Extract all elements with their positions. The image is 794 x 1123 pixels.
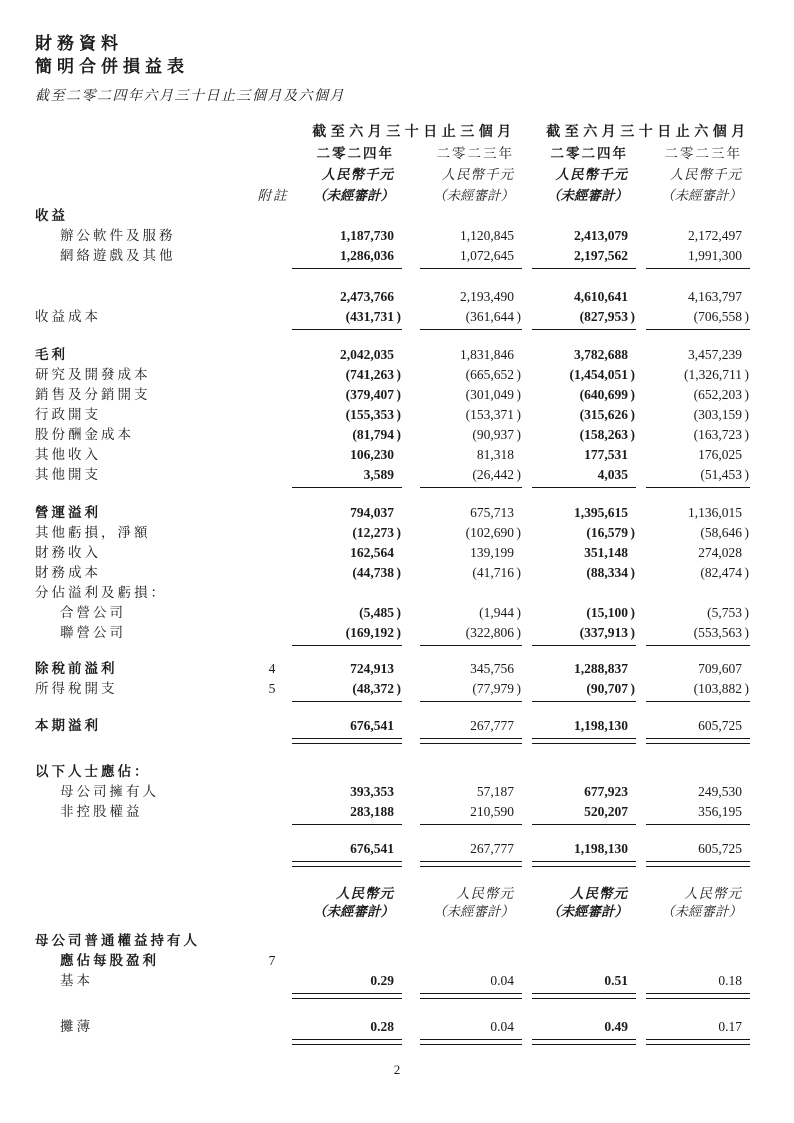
value-cell: (103,882 ) [646,679,750,699]
closing-paren: ) [744,467,749,482]
double-rule [646,738,750,744]
note-ref: 5 [268,681,278,696]
value-cell: 520,207 [584,804,628,819]
table-row [35,365,759,385]
single-rule [646,268,750,271]
value-cell: 1,136,015 [688,505,742,520]
double-rule [532,861,636,867]
row-label: 其他開支 [35,467,101,482]
closing-paren: ) [396,387,401,402]
double-rule [532,1039,636,1045]
closing-paren: ) [744,681,749,696]
value-cell: 0.29 [370,973,394,988]
value-cell: 0.51 [604,973,628,988]
closing-paren: ) [516,367,521,382]
double-rule [532,738,636,744]
closing-paren: ) [630,427,635,442]
value-cell: 393,353 [350,784,394,799]
row-label: 收益成本 [35,309,101,324]
statement-subtitle: 截至二零二四年六月三十日止三個月及六個月 [35,89,345,104]
currency-unit-header: 人民幣千元 [441,167,514,182]
double-rule [292,861,402,867]
single-rule [292,701,402,704]
row-label: 其他收入 [35,447,101,462]
double-rule [420,738,522,744]
value-cell: 0.28 [370,1019,394,1034]
value-cell: 1,198,130 [574,841,628,856]
row-spacer [35,827,759,839]
eps-unaudited: （未經審計） [547,904,628,919]
value-cell: (88,334 ) [532,563,636,583]
header-unit-row [35,164,759,185]
closing-paren: ) [396,427,401,442]
header-period-row [35,122,759,143]
value-cell: 210,590 [470,804,514,819]
closing-paren: ) [516,565,521,580]
value-cell: (741,263 ) [292,365,402,385]
table-row [35,543,759,563]
single-rule [646,329,750,332]
single-rule [420,487,522,490]
value-cell: 0.04 [490,1019,514,1034]
table-row [35,802,759,822]
row-label: 營運溢利 [35,505,101,520]
row-label: 毛利 [35,347,68,362]
row-spacer [35,744,759,762]
table-row [35,465,759,485]
closing-paren: ) [516,605,521,620]
single-rule [292,487,402,490]
eps-unaudited: （未經審計） [313,904,394,919]
closing-paren: ) [630,407,635,422]
header-audit-row [35,185,759,206]
closing-paren: ) [744,525,749,540]
note-ref: 4 [268,661,278,676]
closing-paren: ) [744,387,749,402]
row-label: 網絡遊戲及其他 [60,248,176,263]
note-ref: 7 [268,953,278,968]
row-label: 聯營公司 [60,625,126,640]
value-cell: 2,042,035 [340,347,394,362]
row-label: 所得稅開支 [35,681,118,696]
double-rule [646,993,750,999]
single-rule [646,824,750,827]
single-rule [420,645,522,648]
closing-paren: ) [630,309,635,324]
eps-unaudited: （未經審計） [433,904,514,919]
closing-paren: ) [516,467,521,482]
period-group-6m: 截至六月三十日止六個月 [546,125,750,140]
value-cell: 1,991,300 [688,248,742,263]
value-cell: 2,473,766 [340,289,394,304]
table-row [35,345,759,365]
closing-paren: ) [396,407,401,422]
table-row [35,246,759,266]
closing-paren: ) [630,565,635,580]
closing-paren: ) [516,681,521,696]
table-row [35,716,759,736]
row-spacer [35,271,759,287]
value-cell: (102,690 ) [420,523,522,543]
table-row [35,206,759,226]
row-label: 其他虧損，淨額 [35,525,151,540]
value-cell: (153,371 ) [420,405,522,425]
value-cell: 106,230 [350,447,394,462]
value-cell: (58,646 ) [646,523,750,543]
value-cell: (665,652 ) [420,365,522,385]
row-spacer [35,921,759,931]
value-cell: 57,187 [476,784,514,799]
currency-unit-header: 人民幣千元 [555,167,628,182]
closing-paren: ) [630,387,635,402]
double-rule [292,738,402,744]
table-row [35,659,759,679]
value-cell: 3,589 [363,467,394,482]
table-row [35,762,759,782]
unaudited-header: （未經審計） [433,188,514,203]
closing-paren: ) [744,367,749,382]
table-row [35,583,759,603]
single-rule [420,824,522,827]
unaudited-header: （未經審計） [547,188,628,203]
value-cell: (303,159 ) [646,405,750,425]
row-label: 辦公軟件及服務 [60,228,176,243]
single-rule [420,329,522,332]
value-cell: (12,273 ) [292,523,402,543]
row-label: 母公司擁有人 [60,784,159,799]
closing-paren: ) [744,309,749,324]
double-rule [292,1039,402,1045]
single-rule [646,487,750,490]
value-cell: 2,172,497 [688,228,742,243]
value-cell: 4,035 [597,467,628,482]
value-cell: (90,937 ) [420,425,522,445]
closing-paren: ) [516,407,521,422]
value-cell: 162,564 [350,545,394,560]
closing-paren: ) [744,565,749,580]
notes-column-header: 附註 [257,188,289,203]
row-label: 財務成本 [35,565,101,580]
table-row [35,971,759,991]
statement-title: 簡明合併損益表 [35,57,189,76]
value-cell: 177,531 [584,447,628,462]
value-cell: 4,610,641 [574,289,628,304]
single-rule [420,701,522,704]
value-cell: 1,198,130 [574,718,628,733]
double-rule [646,1039,750,1045]
row-spacer [35,332,759,345]
value-cell: (361,644 ) [420,307,522,327]
value-cell: 605,725 [698,718,742,733]
double-rule [292,993,402,999]
closing-paren: ) [630,681,635,696]
value-cell: 2,413,079 [574,228,628,243]
value-cell: 676,541 [350,841,394,856]
value-cell: (640,699 ) [532,385,636,405]
closing-paren: ) [396,625,401,640]
value-cell: (15,100 ) [532,603,636,623]
single-rule [292,645,402,648]
value-cell: (301,049 ) [420,385,522,405]
eps-currency-unit: 人民幣元 [456,886,514,901]
value-cell: 81,318 [476,447,514,462]
rule-row [35,1039,759,1045]
period-group-3m: 截至六月三十日止三個月 [312,125,516,140]
header-year-row [35,143,759,164]
value-cell: (337,913 ) [532,623,636,643]
value-cell: 345,756 [470,661,514,676]
closing-paren: ) [744,427,749,442]
single-rule [646,645,750,648]
double-rule [420,861,522,867]
closing-paren: ) [744,625,749,640]
closing-paren: ) [516,309,521,324]
page-number: 2 [393,1062,401,1077]
closing-paren: ) [630,625,635,640]
row-label: 合營公司 [60,605,126,620]
single-rule [646,701,750,704]
value-cell: 676,541 [350,718,394,733]
value-cell: (1,944 ) [420,603,522,623]
closing-paren: ) [744,407,749,422]
row-label: 收益 [35,208,68,223]
section-title: 財務資料 [35,34,123,53]
row-spacer [35,648,759,659]
closing-paren: ) [396,681,401,696]
row-spacer [35,490,759,503]
value-cell: 356,195 [698,804,742,819]
row-label: 股份酬金成本 [35,427,134,442]
double-rule [420,993,522,999]
double-rule [532,993,636,999]
year-header: 二零二四年 [550,146,628,161]
value-cell: 4,163,797 [688,289,742,304]
row-spacer [35,704,759,716]
value-cell: 675,713 [470,505,514,520]
value-cell: 1,286,036 [340,248,394,263]
single-rule [292,329,402,332]
value-cell: (81,794 ) [292,425,402,445]
table-row [35,839,759,859]
unaudited-header: （未經審計） [313,188,394,203]
closing-paren: ) [744,605,749,620]
single-rule [532,701,636,704]
double-rule [420,1039,522,1045]
value-cell: 1,120,845 [460,228,514,243]
table-row [35,226,759,246]
row-label: 行政開支 [35,407,101,422]
value-cell: 0.18 [718,973,742,988]
value-cell: (1,454,051 ) [532,365,636,385]
value-cell: (379,407 ) [292,385,402,405]
value-cell: 3,782,688 [574,347,628,362]
closing-paren: ) [516,625,521,640]
row-spacer [35,867,759,885]
row-spacer [35,999,759,1017]
value-cell: (155,353 ) [292,405,402,425]
value-cell: 1,288,837 [574,661,628,676]
table-row [35,623,759,643]
table-row [35,385,759,405]
closing-paren: ) [396,525,401,540]
table-row [35,287,759,307]
value-cell: 139,199 [470,545,514,560]
value-cell: 249,530 [698,784,742,799]
value-cell: (652,203 ) [646,385,750,405]
closing-paren: ) [396,309,401,324]
value-cell: (77,979 ) [420,679,522,699]
eps-currency-unit: 人民幣元 [684,886,742,901]
table-row [35,425,759,445]
value-cell: (169,192 ) [292,623,402,643]
value-cell: (41,716 ) [420,563,522,583]
single-rule [532,824,636,827]
single-rule [532,645,636,648]
closing-paren: ) [630,367,635,382]
year-header: 二零二四年 [316,146,394,161]
value-cell: (51,453 ) [646,465,750,485]
single-rule [292,824,402,827]
table-row [35,563,759,583]
table-row [35,1017,759,1037]
value-cell: (158,263 ) [532,425,636,445]
table-row [35,523,759,543]
table-row [35,931,759,951]
eps-unit-row [35,885,759,903]
closing-paren: ) [630,525,635,540]
row-label: 母公司普通權益持有人 [35,933,200,948]
value-cell: (82,474 ) [646,563,750,583]
year-header: 二零二三年 [436,146,514,161]
eps-unaudited: （未經審計） [661,904,742,919]
table-row [35,782,759,802]
table-row [35,307,759,327]
value-cell: (1,326,711 ) [646,365,750,385]
value-cell: (431,731 ) [292,307,402,327]
value-cell: 0.04 [490,973,514,988]
value-cell: 1,072,645 [460,248,514,263]
row-label: 基本 [60,973,93,988]
value-cell: (90,707 ) [532,679,636,699]
table-row [35,951,759,971]
value-cell: 2,193,490 [460,289,514,304]
closing-paren: ) [396,367,401,382]
closing-paren: ) [516,427,521,442]
row-label: 財務收入 [35,545,101,560]
value-cell: (827,953 ) [532,307,636,327]
value-cell: 0.17 [718,1019,742,1034]
value-cell: (553,563 ) [646,623,750,643]
value-cell: 2,197,562 [574,248,628,263]
double-rule [646,861,750,867]
row-label: 本期溢利 [35,718,101,733]
closing-paren: ) [396,605,401,620]
value-cell: 0.49 [604,1019,628,1034]
single-rule [532,268,636,271]
currency-unit-header: 人民幣千元 [669,167,742,182]
single-rule [420,268,522,271]
value-cell: (48,372 ) [292,679,402,699]
value-cell: 1,831,846 [460,347,514,362]
unaudited-header: （未經審計） [661,188,742,203]
value-cell: (5,753 ) [646,603,750,623]
value-cell: 605,725 [698,841,742,856]
value-cell: (163,723 ) [646,425,750,445]
value-cell: 677,923 [584,784,628,799]
eps-currency-unit: 人民幣元 [336,886,394,901]
currency-unit-header: 人民幣千元 [321,167,394,182]
value-cell: 267,777 [470,841,514,856]
table-row [35,405,759,425]
value-cell: 1,395,615 [574,505,628,520]
table-row [35,679,759,699]
value-cell: 724,913 [350,661,394,676]
value-cell: (5,485 ) [292,603,402,623]
row-label: 銷售及分銷開支 [35,387,151,402]
value-cell: (315,626 ) [532,405,636,425]
year-header: 二零二三年 [664,146,742,161]
row-label: 應佔每股盈利 [60,953,159,968]
value-cell: 709,607 [698,661,742,676]
value-cell: (706,558 ) [646,307,750,327]
value-cell: 794,037 [350,505,394,520]
value-cell: 176,025 [698,447,742,462]
closing-paren: ) [630,605,635,620]
eps-currency-unit: 人民幣元 [570,886,628,901]
value-cell: (44,738 ) [292,563,402,583]
value-cell: 267,777 [470,718,514,733]
row-label: 非控股權益 [60,804,143,819]
value-cell: 3,457,239 [688,347,742,362]
single-rule [292,268,402,271]
row-label: 除稅前溢利 [35,661,118,676]
table-row [35,503,759,523]
closing-paren: ) [396,565,401,580]
table-row [35,603,759,623]
table-row [35,445,759,465]
income-statement-table [35,122,759,1045]
eps-audit-row [35,903,759,921]
value-cell: (16,579 ) [532,523,636,543]
closing-paren: ) [516,387,521,402]
closing-paren: ) [516,525,521,540]
value-cell: (322,806 ) [420,623,522,643]
row-label: 分佔溢利及虧損： [35,585,167,600]
value-cell: 274,028 [698,545,742,560]
value-cell: (26,442 ) [420,465,522,485]
row-label: 以下人士應佔： [35,764,151,779]
single-rule [532,487,636,490]
row-label: 研究及開發成本 [35,367,151,382]
value-cell: 283,188 [350,804,394,819]
single-rule [532,329,636,332]
value-cell: 351,148 [584,545,628,560]
row-label: 攤薄 [60,1019,93,1034]
value-cell: 1,187,730 [340,228,394,243]
